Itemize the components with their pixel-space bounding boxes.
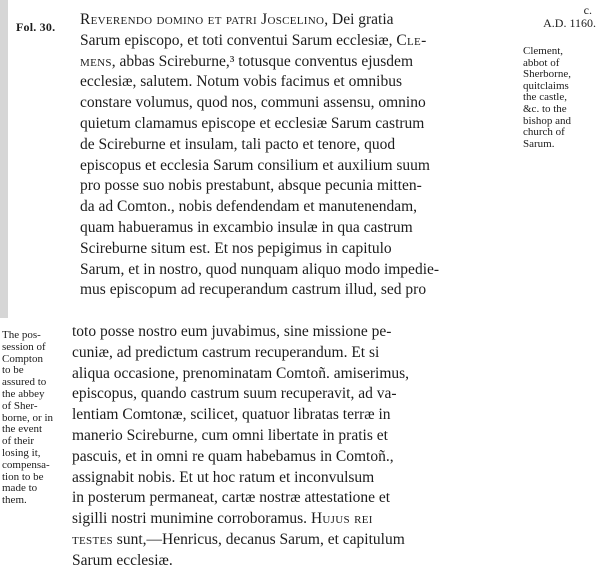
charter-lower-line <box>72 426 518 447</box>
marginal-note-left-line: tion to be <box>2 470 44 483</box>
charter-lower-line-segment: in posterum permaneat, cartæ nostræ attestatione et <box>72 489 391 507</box>
charter-lower-line <box>72 343 518 364</box>
charter-upper-line <box>80 197 516 218</box>
marginal-note-right-line: abbot of <box>523 56 560 69</box>
charter-lower-line-segment: testes <box>72 530 113 548</box>
date-year: A.D. 1160. <box>543 16 596 30</box>
marginal-note-right-line: Clement, <box>523 45 564 57</box>
charter-upper-line-segment: mens <box>80 52 112 70</box>
charter-upper-line <box>80 93 516 114</box>
marginal-note-right-line: Sherborne, <box>523 68 571 81</box>
charter-lower-line-segment: Sarum ecclesiæ. <box>72 551 173 569</box>
charter-upper-line <box>80 176 516 197</box>
charter-lower-line-segment: aliqua occasione, prenominatam Comtoñ. amiserimus, <box>72 364 410 382</box>
charter-upper-line <box>80 156 516 177</box>
charter-upper-line-segment: quietum clamamus episcope et ecclesiæ Sarum castrum <box>80 114 425 132</box>
charter-upper-line-segment: Sarum episcopo, et toti conventui Sarum ecclesiæ, <box>80 31 397 49</box>
marginal-note-left <box>2 330 68 507</box>
charter-upper-line-segment: Cle- <box>396 31 427 49</box>
marginal-note-left-line: session of <box>2 340 46 353</box>
marginal-note-right-line: the castle, <box>523 91 567 104</box>
circa-label: c. <box>583 3 592 17</box>
charter-lower-line-segment: Hujus rei <box>310 510 373 528</box>
marginal-note-left-line: assured to <box>2 376 47 389</box>
charter-lower-line-segment: manerio Scireburne, cum omni libertate in pratis et <box>72 426 388 444</box>
marginal-note-left-line: made to <box>2 482 38 495</box>
charter-text-lower <box>72 322 518 572</box>
charter-upper-line-segment: , Dei gratia <box>324 11 394 28</box>
charter-lower-line <box>72 509 518 530</box>
marginal-note-left-line: compensa- <box>2 458 50 471</box>
marginal-note-left-line: to be <box>2 364 24 377</box>
charter-upper-line <box>80 239 516 260</box>
charter-lower-line <box>72 364 518 385</box>
charter-lower-line <box>72 322 518 343</box>
charter-lower-line-segment: cuniæ, ad predictum castrum recuperandum. Et si <box>72 343 380 361</box>
date-margin-note <box>528 4 596 30</box>
marginal-note-left-line: them. <box>2 494 27 507</box>
charter-lower-line <box>72 488 518 509</box>
marginal-note-left-line: of their <box>2 435 35 448</box>
charter-upper-line <box>80 218 516 239</box>
charter-upper-line-segment: Reverendo domino et patri Joscelino <box>80 11 325 28</box>
marginal-note-left-line: Compton <box>2 352 43 365</box>
charter-upper-line-segment: pro posse suo nobis prestabunt, absque pecunia mitten- <box>80 177 422 195</box>
charter-lower-line-segment: toto posse nostro eum juvabimus, sine missione pe- <box>72 323 392 340</box>
charter-upper-line-segment: , abbas Scireburne,³ totusque conventus ejusdem <box>111 52 413 70</box>
charter-upper-line-segment: episcopus et ecclesia Sarum consilium et auxilium suum <box>80 156 430 174</box>
marginal-note-right-line: bishop and <box>523 114 571 127</box>
charter-upper-line <box>80 260 516 281</box>
charter-lower-line-segment: sunt,—Henricus, decanus Sarum, et capitulum <box>112 530 405 548</box>
charter-upper-line-segment: de Scireburne et insulam, tali pacto et tenore, quod <box>80 135 396 153</box>
charter-upper-line-segment: da ad Comton., nobis defendendam et manutenendam, <box>80 198 418 216</box>
marginal-note-left-line: The pos- <box>2 329 41 341</box>
charter-upper-line-segment: mus episcopum ad recuperandum castrum illud, sed pro <box>80 281 427 299</box>
marginal-note-left-line: of Sher- <box>2 399 38 412</box>
charter-upper-line <box>80 135 516 156</box>
charter-lower-line-segment: assignabit nobis. Et ut hoc ratum et inconvulsum <box>72 468 375 486</box>
scan-gutter-shadow <box>0 0 8 318</box>
charter-lower-line <box>72 468 518 489</box>
marginal-note-right-line: Sarum. <box>523 137 555 150</box>
marginal-note-left-line: the event <box>2 423 43 436</box>
charter-lower-line <box>72 551 518 572</box>
charter-upper-line-segment: Sarum, et in nostro, quod nunquam aliquo modo impedie- <box>80 260 440 278</box>
charter-lower-line <box>72 530 518 551</box>
charter-upper-line <box>80 31 516 52</box>
charter-upper-line-segment: quam habueramus in excambio insulæ in qua castrum <box>80 218 413 236</box>
charter-upper-line-segment: constare volumus, quod nos, communi assensu, omnino <box>80 94 426 112</box>
charter-upper-line <box>80 280 516 301</box>
charter-upper-line <box>80 114 516 135</box>
charter-lower-line <box>72 384 518 405</box>
marginal-note-right <box>523 46 597 150</box>
charter-upper-line <box>80 72 516 93</box>
charter-upper-line <box>80 52 516 73</box>
charter-lower-line-segment: episcopus, quando castrum suum recuperavit, ad va- <box>72 385 397 403</box>
charter-upper-line <box>80 10 516 31</box>
marginal-note-right-line: &c. to the <box>523 102 567 115</box>
marginal-note-left-line: borne, or in <box>2 411 54 424</box>
marginal-note-left-line: the abbey <box>2 387 45 400</box>
charter-upper-line-segment: Scireburne situm est. Et nos pepigimus in capitulo <box>80 239 392 257</box>
marginal-note-right-line: church of <box>523 126 565 139</box>
charter-upper-line-segment: ecclesiæ, salutem. Notum vobis facimus et omnibus <box>80 73 403 91</box>
charter-lower-line <box>72 405 518 426</box>
marginal-note-left-line: losing it, <box>2 446 41 459</box>
charter-text-upper <box>80 10 516 301</box>
marginal-note-right-line: quitclaims <box>523 79 569 92</box>
charter-lower-line-segment: sigilli nostri munimine corroboramus. <box>72 510 311 528</box>
folio-reference: Fol. 30. <box>16 20 56 34</box>
charter-lower-line-segment: pascuis, et in omni re quam habebamus in Comtoñ., <box>72 447 394 465</box>
charter-lower-line-segment: lentiam Comtonæ, scilicet, quatuor libratas terræ in <box>72 406 391 424</box>
charter-lower-line <box>72 447 518 468</box>
